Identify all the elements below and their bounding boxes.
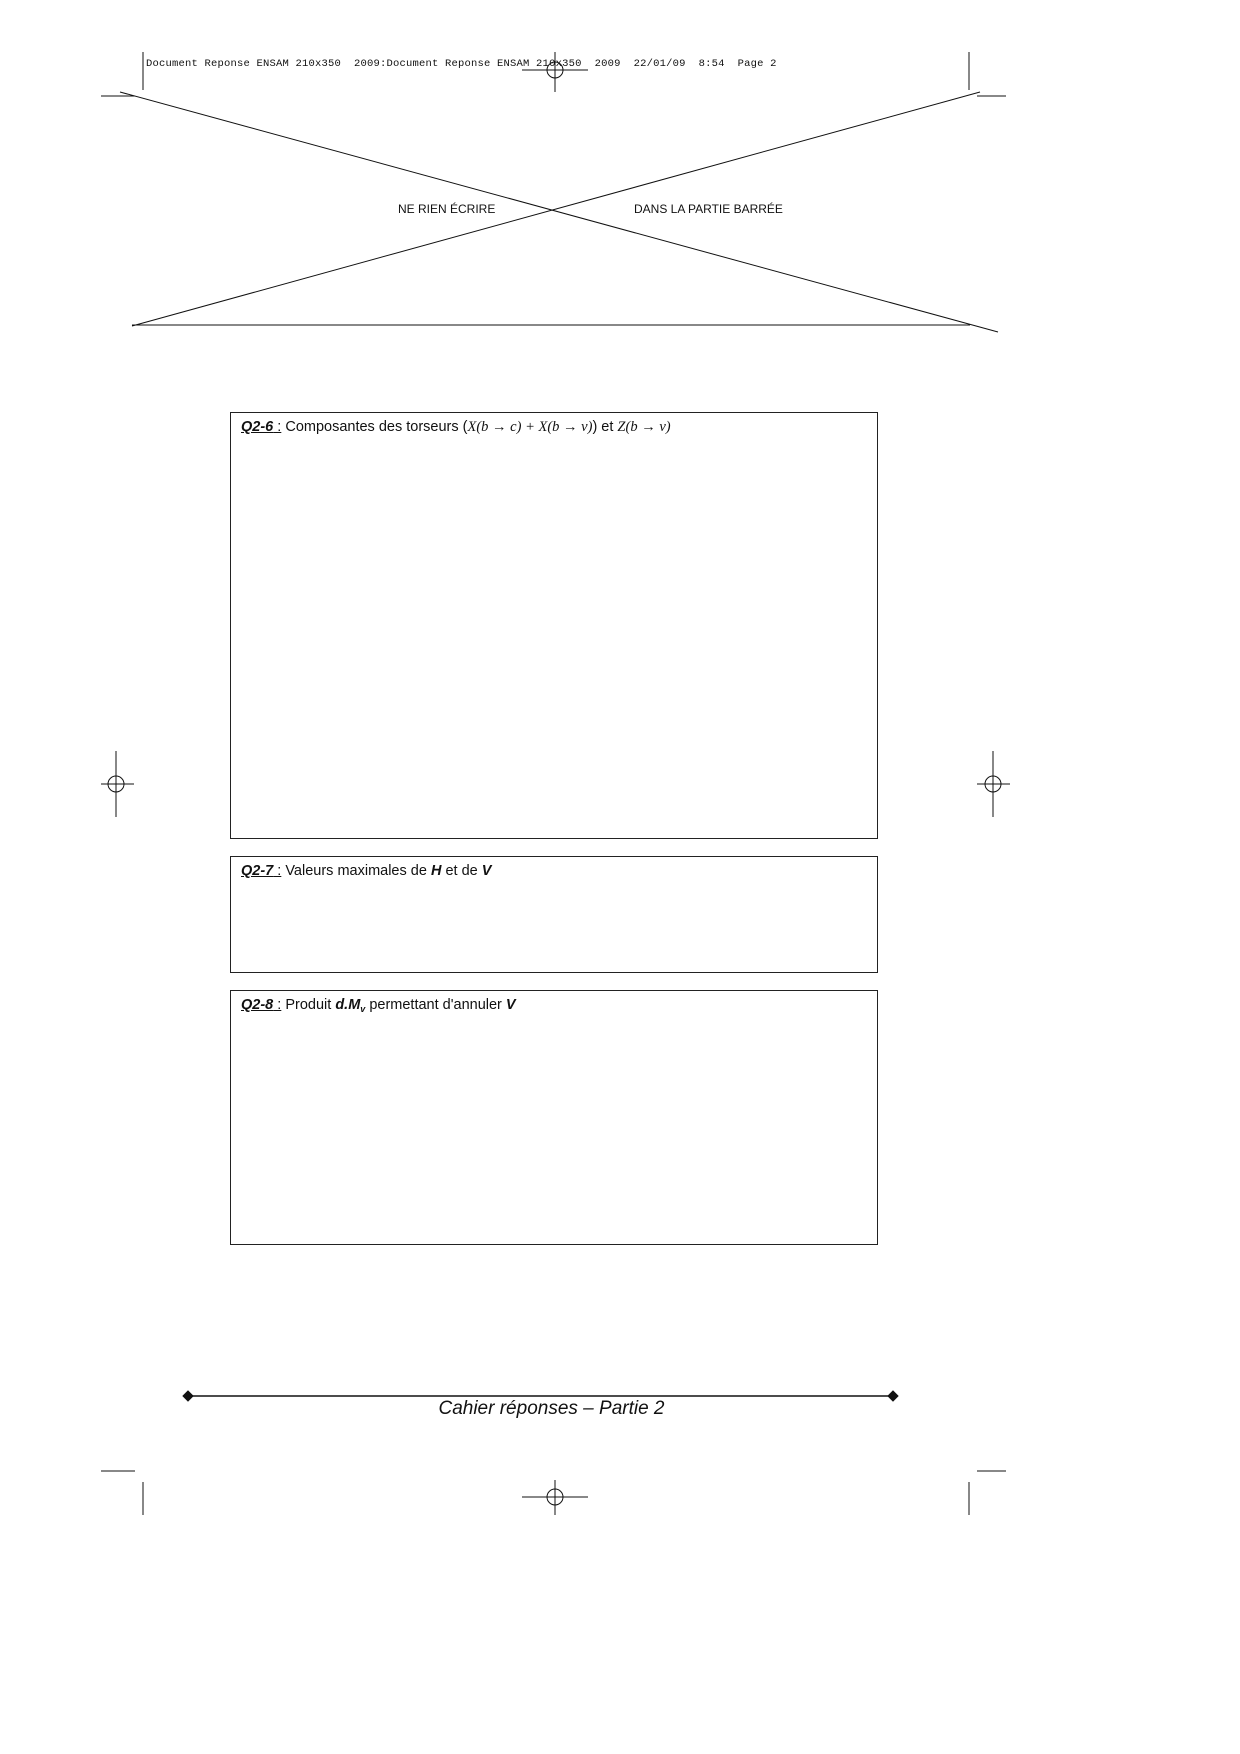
variable-v: V	[505, 997, 516, 1013]
question-title-q2-6: Q2-6 : Composantes des torseurs (X(b → c) + X(b → v)) et Z(b → v)	[241, 419, 671, 435]
variable-subscript: v	[360, 1004, 366, 1014]
question-label: Composantes des torseurs (	[281, 419, 468, 435]
question-label: Produit	[281, 997, 336, 1013]
registration-mark-bottom	[522, 1480, 588, 1515]
variable-v: V	[481, 863, 492, 879]
question-number: Q2-8	[241, 997, 274, 1013]
question-label: Valeurs maximales de	[281, 863, 431, 879]
print-header-line: Document Reponse ENSAM 210x350 2009:Document Reponse ENSAM 210x350 2009 22/01/09 8:54 Page 2	[146, 58, 777, 70]
math-expression: Z(b → v)	[617, 419, 671, 435]
answer-box-q2-8[interactable]	[230, 990, 878, 1245]
barred-zone-right-text: DANS LA PARTIE BARRÉE	[634, 202, 783, 216]
barred-zone-lines	[120, 92, 998, 332]
question-title-q2-8: Q2-8 : Produit $d.M_v$ permettant d'annuler V	[241, 997, 516, 1014]
question-number: Q2-7	[241, 863, 274, 879]
math-expression: X(b → v)	[538, 419, 593, 435]
question-number: Q2-6	[241, 419, 274, 435]
math-expression: X(b → c)	[467, 419, 522, 435]
variable-d-mv: d.M	[335, 997, 361, 1013]
question-title-q2-7: Q2-7 : Valeurs maximales de H et de V	[241, 863, 492, 879]
page-footer: Cahier réponses – Partie 2	[438, 1398, 665, 1419]
variable-h: H	[430, 863, 442, 879]
answer-box-q2-7[interactable]	[230, 856, 878, 973]
barred-zone-left-text: NE RIEN ÉCRIRE	[398, 202, 496, 216]
registration-mark-left	[101, 751, 134, 817]
answer-box-q2-6[interactable]	[230, 412, 878, 839]
registration-mark-right	[977, 751, 1010, 817]
